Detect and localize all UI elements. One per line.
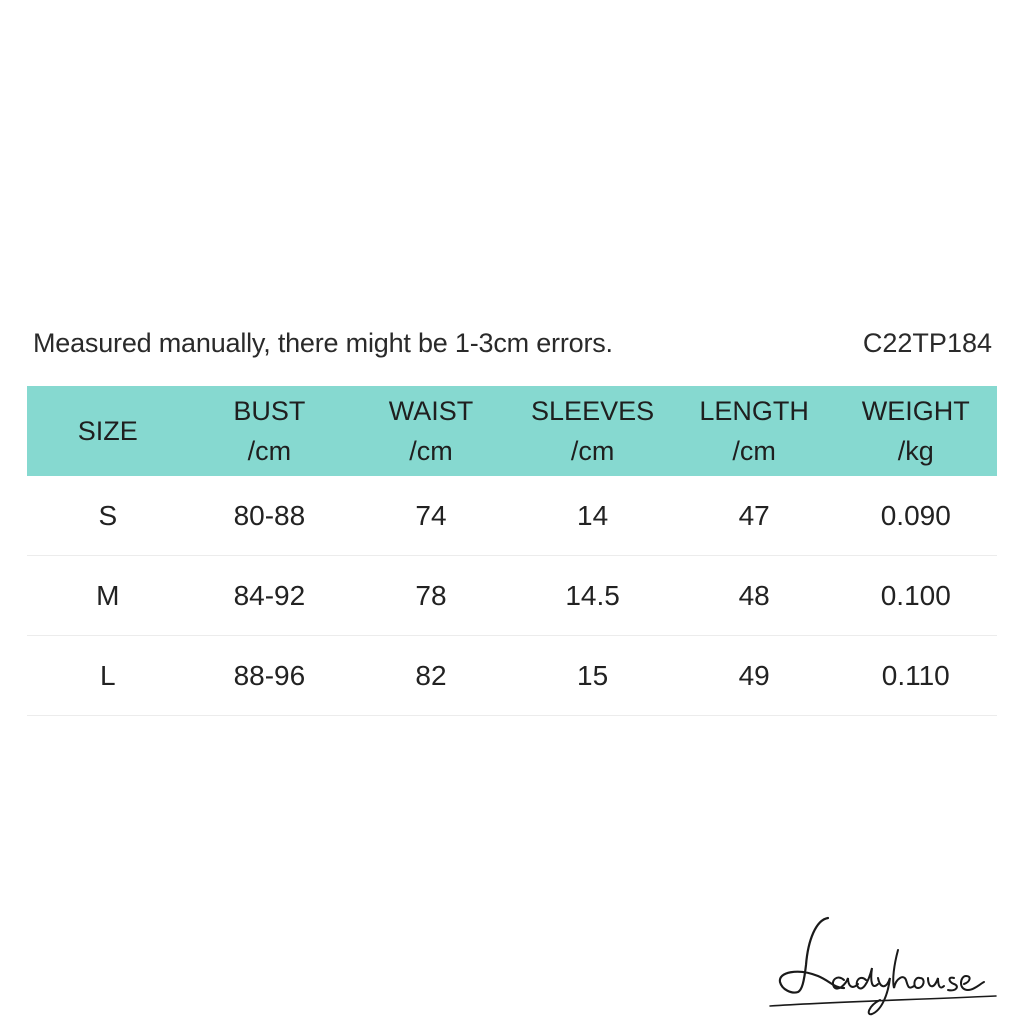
table-cell: 47 (738, 499, 770, 531)
table-cell: 74 (415, 499, 447, 531)
header-label: WEIGHT (861, 396, 970, 426)
ladyhouse-logo (768, 910, 998, 1020)
header-unit: /cm (732, 436, 776, 466)
header-label: BUST (233, 396, 306, 426)
table-row (27, 556, 997, 636)
table-cell: 88-96 (233, 659, 306, 691)
table-cell: L (100, 659, 116, 691)
table-cell: 0.100 (880, 579, 951, 611)
table-cell: 82 (415, 659, 447, 691)
measurement-note: Measured manually, there might be 1-3cm errors. (33, 328, 613, 358)
header-sleeves (512, 386, 674, 476)
table-cell: 15 (577, 659, 609, 691)
table-cell: 84-92 (233, 579, 306, 611)
size-chart-table (27, 386, 997, 716)
header-weight (835, 386, 997, 476)
header-size (27, 386, 189, 476)
table-row (27, 636, 997, 716)
table-cell: 80-88 (233, 499, 306, 531)
header-length (673, 386, 835, 476)
table-cell: S (98, 499, 118, 531)
header-label: WAIST (388, 396, 474, 426)
table-cell: 14.5 (565, 579, 620, 611)
header-unit: /cm (247, 436, 292, 466)
table-cell: 78 (415, 579, 447, 611)
header-unit: /cm (570, 436, 615, 466)
header-waist (350, 386, 512, 476)
header-unit: /cm (409, 436, 453, 466)
header-unit: /kg (897, 436, 934, 466)
table-cell: 49 (738, 659, 770, 691)
table-cell: 0.110 (881, 659, 950, 691)
header-bust (189, 386, 351, 476)
header-label: SIZE (77, 416, 138, 446)
table-cell: 0.090 (880, 499, 951, 531)
table-cell: 14 (577, 499, 609, 531)
table-header (27, 386, 997, 476)
table-row (27, 476, 997, 556)
product-code: C22TP184 (862, 328, 992, 358)
table-cell: 48 (738, 579, 770, 611)
table-cell: M (96, 579, 120, 611)
header-label: SLEEVES (531, 396, 655, 426)
header-label: LENGTH (699, 396, 809, 426)
